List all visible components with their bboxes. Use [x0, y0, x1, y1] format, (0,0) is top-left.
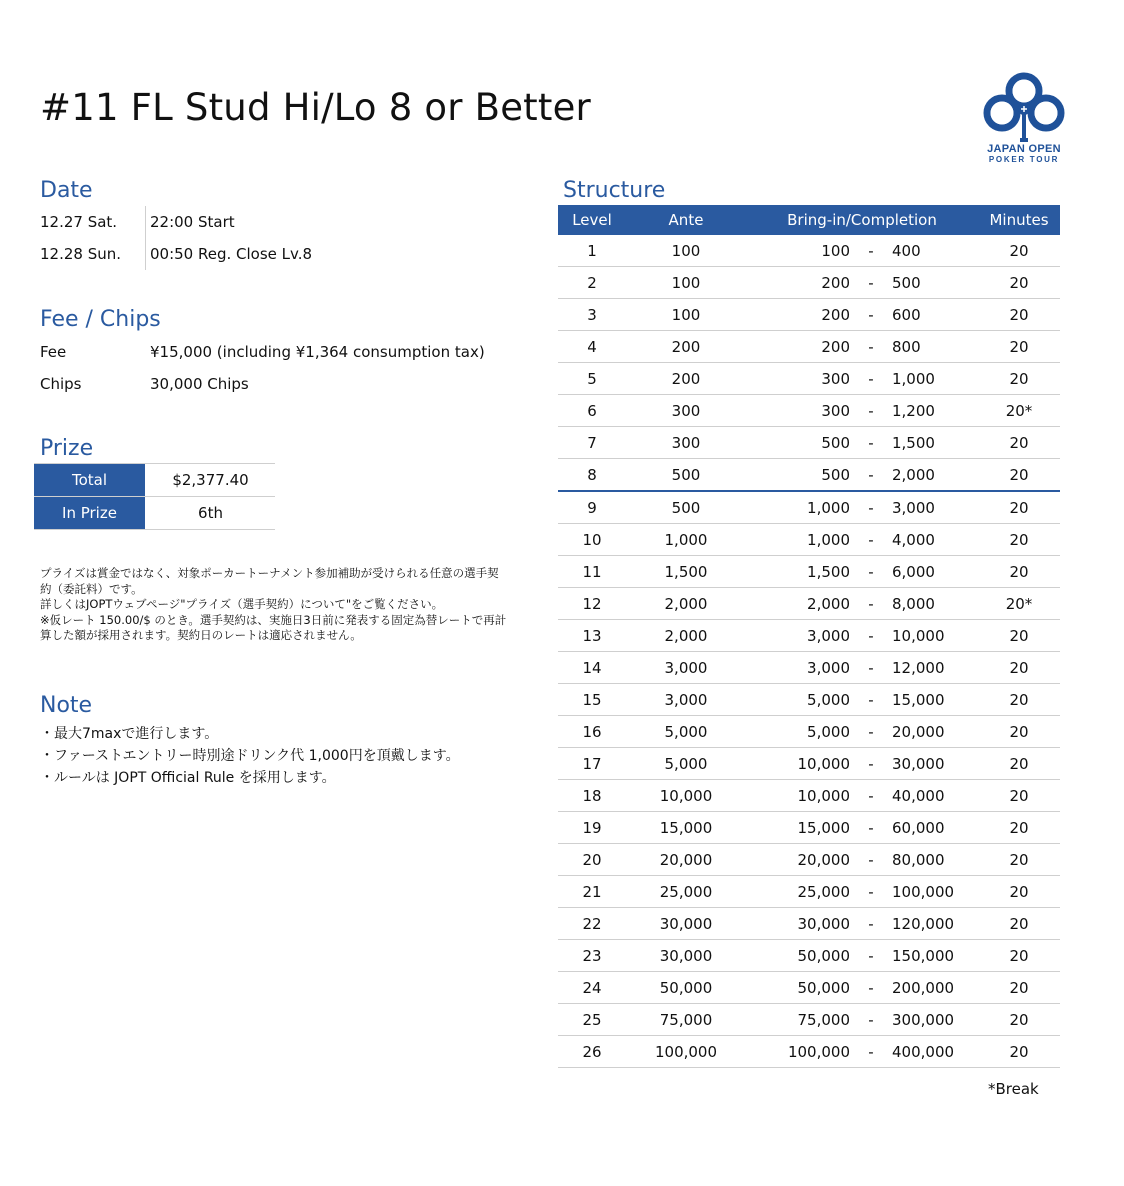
completion-value: 1,500	[892, 433, 935, 452]
structure-row	[558, 972, 1060, 1004]
disclaimer-line: 詳しくはJOPTウェブページ"プライズ（選手契約）について"をご覧ください。	[40, 597, 444, 611]
date-table	[40, 206, 312, 270]
note-item: ・ファーストエントリー時別途ドリンク代 1,000円を頂戴します。	[40, 748, 460, 764]
prize-row-in-prize	[34, 497, 275, 530]
range-dash: -	[868, 562, 874, 581]
ante-cell: 10,000	[659, 786, 713, 805]
fee-row	[40, 336, 485, 368]
ante-cell: 2,000	[664, 594, 708, 613]
bring-in-value: 500	[821, 433, 850, 452]
col-ante-header: Ante	[668, 211, 704, 229]
structure-row	[558, 299, 1060, 331]
date-heading: Date	[40, 178, 93, 203]
note-list	[40, 723, 460, 789]
level-cell: 24	[582, 978, 602, 997]
bring-in-value: 1,000	[807, 530, 850, 549]
ante-cell: 200	[671, 369, 701, 388]
range-dash: -	[868, 273, 874, 292]
structure-row	[558, 684, 1060, 716]
bring-completion-cell	[746, 755, 978, 773]
minutes-cell: 20	[1009, 722, 1029, 741]
range-dash: -	[868, 337, 874, 356]
completion-value: 100,000	[892, 882, 955, 901]
date-day: 12.27 Sat.	[40, 213, 118, 231]
logo-line2: POKER TOUR	[988, 155, 1060, 164]
minutes-cell: 20	[1009, 690, 1029, 709]
bring-completion-cell	[746, 434, 978, 452]
ante-cell: 100	[671, 273, 701, 292]
minutes-cell: 20	[1009, 1010, 1029, 1029]
structure-row	[558, 427, 1060, 459]
ante-cell: 5,000	[664, 722, 708, 741]
level-cell: 21	[582, 882, 602, 901]
ante-cell: 75,000	[659, 1010, 713, 1029]
date-row	[40, 206, 312, 238]
completion-value: 120,000	[892, 914, 955, 933]
minutes-cell: 20	[1009, 530, 1029, 549]
prize-value: 6th	[198, 504, 223, 522]
level-cell: 11	[582, 562, 602, 581]
range-dash: -	[868, 786, 874, 805]
fee-chips-heading: Fee / Chips	[40, 307, 161, 332]
chips-row	[40, 368, 485, 400]
bring-completion-cell	[746, 915, 978, 933]
disclaimer-line: 約（委託料）です。	[40, 581, 143, 596]
completion-value: 400,000	[892, 1042, 955, 1061]
col-level-header: Level	[572, 211, 612, 229]
minutes-cell: 20	[1009, 273, 1029, 292]
structure-row	[558, 492, 1060, 524]
bring-in-value: 500	[821, 465, 850, 484]
level-cell: 14	[582, 658, 602, 677]
ante-cell: 3,000	[664, 690, 708, 709]
prize-value: $2,377.40	[172, 471, 249, 489]
bring-in-value: 30,000	[797, 914, 850, 933]
bring-in-value: 10,000	[797, 754, 850, 773]
structure-row	[558, 620, 1060, 652]
minutes-cell: 20	[1009, 658, 1029, 677]
structure-row	[558, 459, 1060, 492]
level-cell: 5	[587, 369, 597, 388]
level-cell: 22	[582, 914, 602, 933]
level-cell: 18	[582, 786, 602, 805]
bring-in-value: 20,000	[797, 850, 850, 869]
range-dash: -	[868, 722, 874, 741]
level-cell: 9	[587, 498, 597, 517]
disclaimer-line: 算した額が採用されます。契約日のレートは適応されません。	[40, 628, 362, 642]
bring-in-value: 200	[821, 337, 850, 356]
bring-completion-cell	[746, 979, 978, 997]
structure-row	[558, 652, 1060, 684]
bring-completion-cell	[746, 883, 978, 901]
bring-completion-cell	[746, 370, 978, 388]
minutes-cell: 20*	[1005, 401, 1033, 420]
range-dash: -	[868, 850, 874, 869]
structure-table	[558, 205, 1060, 1068]
level-cell: 3	[587, 305, 597, 324]
completion-value: 1,200	[892, 401, 935, 420]
completion-value: 400	[892, 241, 921, 260]
bring-completion-cell	[746, 1011, 978, 1029]
col-minutes-header: Minutes	[989, 211, 1049, 229]
bring-completion-cell	[746, 723, 978, 741]
bring-completion-cell	[746, 466, 978, 484]
bring-in-value: 1,500	[807, 562, 850, 581]
level-cell: 16	[582, 722, 602, 741]
level-cell: 25	[582, 1010, 602, 1029]
prize-label: Total	[34, 464, 146, 496]
bring-completion-cell	[746, 1043, 978, 1061]
bring-completion-cell	[746, 819, 978, 837]
completion-value: 12,000	[892, 658, 945, 677]
disclaimer-line: ※仮レート 150.00/$ のとき。選手契約は、実施日3日前に発表する固定為替レートで再計	[40, 612, 507, 627]
club-emblem-icon	[982, 70, 1066, 142]
prize-label: In Prize	[34, 497, 146, 529]
level-cell: 12	[582, 594, 602, 613]
range-dash: -	[868, 241, 874, 260]
ante-cell: 2,000	[664, 626, 708, 645]
level-cell: 8	[587, 465, 597, 484]
bring-in-value: 75,000	[797, 1010, 850, 1029]
bring-completion-cell	[746, 563, 978, 581]
minutes-cell: 20	[1009, 626, 1029, 645]
ante-cell: 15,000	[659, 818, 713, 837]
bring-completion-cell	[746, 595, 978, 613]
ante-cell: 1,000	[664, 530, 708, 549]
chips-label: Chips	[40, 375, 82, 393]
bring-completion-cell	[746, 851, 978, 869]
minutes-cell: 20	[1009, 369, 1029, 388]
minutes-cell: 20	[1009, 786, 1029, 805]
completion-value: 500	[892, 273, 921, 292]
completion-value: 800	[892, 337, 921, 356]
ante-cell: 100	[671, 241, 701, 260]
range-dash: -	[868, 1042, 874, 1061]
note-item: ・最大7maxで進行します。	[40, 726, 219, 742]
range-dash: -	[868, 818, 874, 837]
prize-disclaimer	[40, 566, 520, 644]
range-dash: -	[868, 946, 874, 965]
structure-row	[558, 940, 1060, 972]
ante-cell: 100	[671, 305, 701, 324]
completion-value: 150,000	[892, 946, 955, 965]
structure-row	[558, 524, 1060, 556]
structure-row	[558, 1036, 1060, 1068]
structure-row	[558, 556, 1060, 588]
bring-completion-cell	[746, 242, 978, 260]
disclaimer-line: プライズは賞金ではなく、対象ポーカートーナメント参加補助が受けられる任意の選手契	[40, 566, 499, 580]
range-dash: -	[868, 690, 874, 709]
bring-completion-cell	[746, 499, 978, 517]
range-dash: -	[868, 914, 874, 933]
ante-cell: 3,000	[664, 658, 708, 677]
date-row	[40, 238, 312, 270]
bring-in-value: 1,000	[807, 498, 850, 517]
ante-cell: 300	[671, 433, 701, 452]
minutes-cell: 20*	[1005, 594, 1033, 613]
ante-cell: 5,000	[664, 754, 708, 773]
level-cell: 15	[582, 690, 602, 709]
bring-in-value: 50,000	[797, 978, 850, 997]
bring-in-value: 3,000	[807, 658, 850, 677]
completion-value: 8,000	[892, 594, 935, 613]
completion-value: 200,000	[892, 978, 955, 997]
minutes-cell: 20	[1009, 562, 1029, 581]
completion-value: 10,000	[892, 626, 945, 645]
minutes-cell: 20	[1009, 337, 1029, 356]
bring-completion-cell	[746, 274, 978, 292]
completion-value: 20,000	[892, 722, 945, 741]
completion-value: 300,000	[892, 1010, 955, 1029]
fee-label: Fee	[40, 343, 67, 361]
range-dash: -	[868, 658, 874, 677]
bring-in-value: 100	[821, 241, 850, 260]
level-cell: 2	[587, 273, 597, 292]
completion-value: 15,000	[892, 690, 945, 709]
minutes-cell: 20	[1009, 850, 1029, 869]
range-dash: -	[868, 465, 874, 484]
level-cell: 1	[587, 241, 597, 260]
chips-value: 30,000 Chips	[150, 375, 249, 393]
note-item: ・ルールは JOPT Official Rule を採用します。	[40, 770, 336, 786]
date-info: 00:50 Reg. Close Lv.8	[145, 238, 312, 270]
bring-in-value: 300	[821, 369, 850, 388]
minutes-cell: 20	[1009, 754, 1029, 773]
range-dash: -	[868, 978, 874, 997]
bring-in-value: 50,000	[797, 946, 850, 965]
level-cell: 13	[582, 626, 602, 645]
ante-cell: 1,500	[664, 562, 708, 581]
bring-in-value: 5,000	[807, 722, 850, 741]
bring-completion-cell	[746, 338, 978, 356]
logo-line1: JAPAN OPEN	[987, 143, 1061, 155]
bring-in-value: 200	[821, 305, 850, 324]
structure-row	[558, 1004, 1060, 1036]
range-dash: -	[868, 498, 874, 517]
bring-in-value: 100,000	[787, 1042, 850, 1061]
jopt-logo	[978, 70, 1070, 164]
ante-cell: 500	[671, 465, 701, 484]
minutes-cell: 20	[1009, 1042, 1029, 1061]
level-cell: 23	[582, 946, 602, 965]
range-dash: -	[868, 530, 874, 549]
structure-body	[558, 235, 1060, 1068]
completion-value: 60,000	[892, 818, 945, 837]
completion-value: 30,000	[892, 754, 945, 773]
fee-chips-table	[40, 336, 485, 400]
ante-cell: 25,000	[659, 882, 713, 901]
completion-value: 600	[892, 305, 921, 324]
bring-in-value: 300	[821, 401, 850, 420]
range-dash: -	[868, 369, 874, 388]
structure-row	[558, 235, 1060, 267]
structure-row	[558, 716, 1060, 748]
minutes-cell: 20	[1009, 882, 1029, 901]
ante-cell: 20,000	[659, 850, 713, 869]
range-dash: -	[868, 754, 874, 773]
ante-cell: 500	[671, 498, 701, 517]
fee-value: ¥15,000 (including ¥1,364 consumption tax)	[150, 343, 485, 361]
bring-in-value: 15,000	[797, 818, 850, 837]
minutes-cell: 20	[1009, 241, 1029, 260]
range-dash: -	[868, 594, 874, 613]
minutes-cell: 20	[1009, 465, 1029, 484]
prize-table	[34, 463, 275, 530]
completion-value: 80,000	[892, 850, 945, 869]
minutes-cell: 20	[1009, 946, 1029, 965]
bring-completion-cell	[746, 402, 978, 420]
level-cell: 4	[587, 337, 597, 356]
minutes-cell: 20	[1009, 498, 1029, 517]
completion-value: 3,000	[892, 498, 935, 517]
structure-row	[558, 267, 1060, 299]
level-cell: 7	[587, 433, 597, 452]
completion-value: 40,000	[892, 786, 945, 805]
structure-row	[558, 588, 1060, 620]
ante-cell: 30,000	[659, 914, 713, 933]
minutes-cell: 20	[1009, 433, 1029, 452]
range-dash: -	[868, 626, 874, 645]
range-dash: -	[868, 401, 874, 420]
bring-in-value: 200	[821, 273, 850, 292]
date-day: 12.28 Sun.	[40, 245, 122, 263]
date-info: 22:00 Start	[145, 206, 235, 238]
structure-row	[558, 331, 1060, 363]
ante-cell: 50,000	[659, 978, 713, 997]
level-cell: 10	[582, 530, 602, 549]
page-title: #11 FL Stud Hi/Lo 8 or Better	[40, 86, 591, 129]
structure-header-row	[558, 205, 1060, 235]
range-dash: -	[868, 433, 874, 452]
ante-cell: 30,000	[659, 946, 713, 965]
level-cell: 17	[582, 754, 602, 773]
structure-row	[558, 780, 1060, 812]
minutes-cell: 20	[1009, 978, 1029, 997]
structure-row	[558, 908, 1060, 940]
level-cell: 6	[587, 401, 597, 420]
level-cell: 20	[582, 850, 602, 869]
col-bring-header: Bring-in/Completion	[787, 211, 937, 229]
bring-in-value: 3,000	[807, 626, 850, 645]
structure-row	[558, 395, 1060, 427]
bring-completion-cell	[746, 306, 978, 324]
minutes-cell: 20	[1009, 914, 1029, 933]
bring-completion-cell	[746, 531, 978, 549]
structure-row	[558, 844, 1060, 876]
prize-row-total	[34, 463, 275, 497]
structure-row	[558, 363, 1060, 395]
minutes-cell: 20	[1009, 305, 1029, 324]
range-dash: -	[868, 882, 874, 901]
bring-completion-cell	[746, 691, 978, 709]
bring-completion-cell	[746, 947, 978, 965]
structure-row	[558, 812, 1060, 844]
minutes-cell: 20	[1009, 818, 1029, 837]
level-cell: 26	[582, 1042, 602, 1061]
structure-row	[558, 748, 1060, 780]
note-heading: Note	[40, 693, 93, 718]
break-footnote: *Break	[988, 1080, 1039, 1098]
completion-value: 2,000	[892, 465, 935, 484]
structure-row	[558, 876, 1060, 908]
completion-value: 4,000	[892, 530, 935, 549]
bring-completion-cell	[746, 787, 978, 805]
bring-in-value: 2,000	[807, 594, 850, 613]
level-cell: 19	[582, 818, 602, 837]
bring-in-value: 5,000	[807, 690, 850, 709]
structure-heading: Structure	[563, 178, 666, 203]
bring-in-value: 25,000	[797, 882, 850, 901]
range-dash: -	[868, 305, 874, 324]
ante-cell: 200	[671, 337, 701, 356]
completion-value: 1,000	[892, 369, 935, 388]
ante-cell: 300	[671, 401, 701, 420]
completion-value: 6,000	[892, 562, 935, 581]
bring-completion-cell	[746, 659, 978, 677]
range-dash: -	[868, 1010, 874, 1029]
prize-heading: Prize	[40, 436, 94, 461]
bring-in-value: 10,000	[797, 786, 850, 805]
ante-cell: 100,000	[654, 1042, 718, 1061]
bring-completion-cell	[746, 627, 978, 645]
